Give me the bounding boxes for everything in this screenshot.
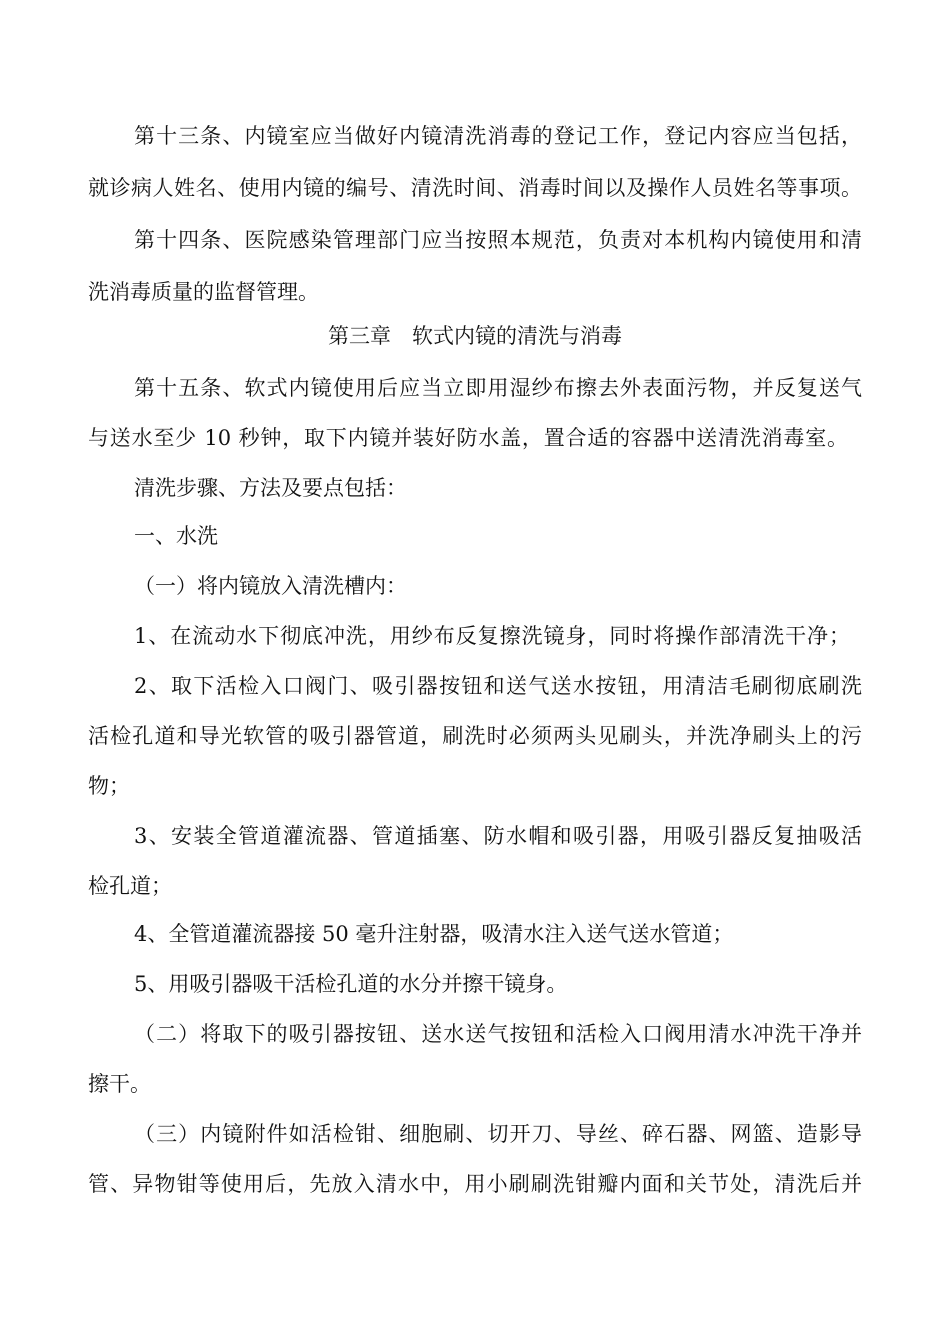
steps-intro: 清洗步骤、方法及要点包括： (134, 476, 407, 500)
step-2-line-1: 2、取下活检入口阀门、吸引器按钮和送气送水按钮，用清洁毛刷彻底刷洗 (134, 674, 862, 698)
step-2-line-2: 活检孔道和导光软管的吸引器管道，刷洗时必须两头见刷头，并洗净刷头上的污 (88, 724, 862, 748)
step-4-line: 4、全管道灌流器接 50 毫升注射器，吸清水注入送气送水管道； (134, 922, 734, 946)
subsection-3-line-1: （三）内镜附件如活检钳、细胞刷、切开刀、导丝、碎石器、网篮、造影导 (134, 1122, 862, 1146)
subsection-2-line-1: （二）将取下的吸引器按钮、送水送气按钮和活检入口阀用清水冲洗干净并 (134, 1022, 862, 1046)
article-13-line-1: 第十三条、内镜室应当做好内镜清洗消毒的登记工作，登记内容应当包括， (134, 124, 862, 148)
section-water-wash: 一、水洗 (134, 524, 218, 548)
article-14-line-2: 洗消毒质量的监督管理。 (88, 280, 319, 304)
subsection-3-line-2: 管、异物钳等使用后，先放入清水中，用小刷刷洗钳瓣内面和关节处，清洗后并 (88, 1172, 862, 1196)
article-15-line-1: 第十五条、软式内镜使用后应当立即用湿纱布擦去外表面污物，并反复送气 (134, 376, 862, 400)
step-3-line-2: 检孔道； (88, 874, 172, 898)
step-5-line: 5、用吸引器吸干活检孔道的水分并擦干镜身。 (134, 972, 568, 996)
chapter-heading: 第三章 软式内镜的清洗与消毒 (328, 324, 622, 348)
article-15-line-2: 与送水至少 10 秒钟，取下内镜并装好防水盖，置合适的容器中送清洗消毒室。 (88, 426, 848, 450)
subsection-1-heading: （一）将内镜放入清洗槽内： (134, 574, 407, 598)
subsection-2-line-2: 擦干。 (88, 1072, 151, 1096)
article-14-line-1: 第十四条、医院感染管理部门应当按照本规范，负责对本机构内镜使用和清 (134, 228, 862, 252)
step-2-line-3: 物； (88, 774, 130, 798)
article-13-line-2: 就诊病人姓名、使用内镜的编号、清洗时间、消毒时间以及操作人员姓名等事项。 (88, 176, 862, 200)
step-1-line: 1、在流动水下彻底冲洗，用纱布反复擦洗镜身，同时将操作部清洗干净； (134, 624, 850, 648)
step-3-line-1: 3、安装全管道灌流器、管道插塞、防水帽和吸引器，用吸引器反复抽吸活 (134, 824, 862, 848)
